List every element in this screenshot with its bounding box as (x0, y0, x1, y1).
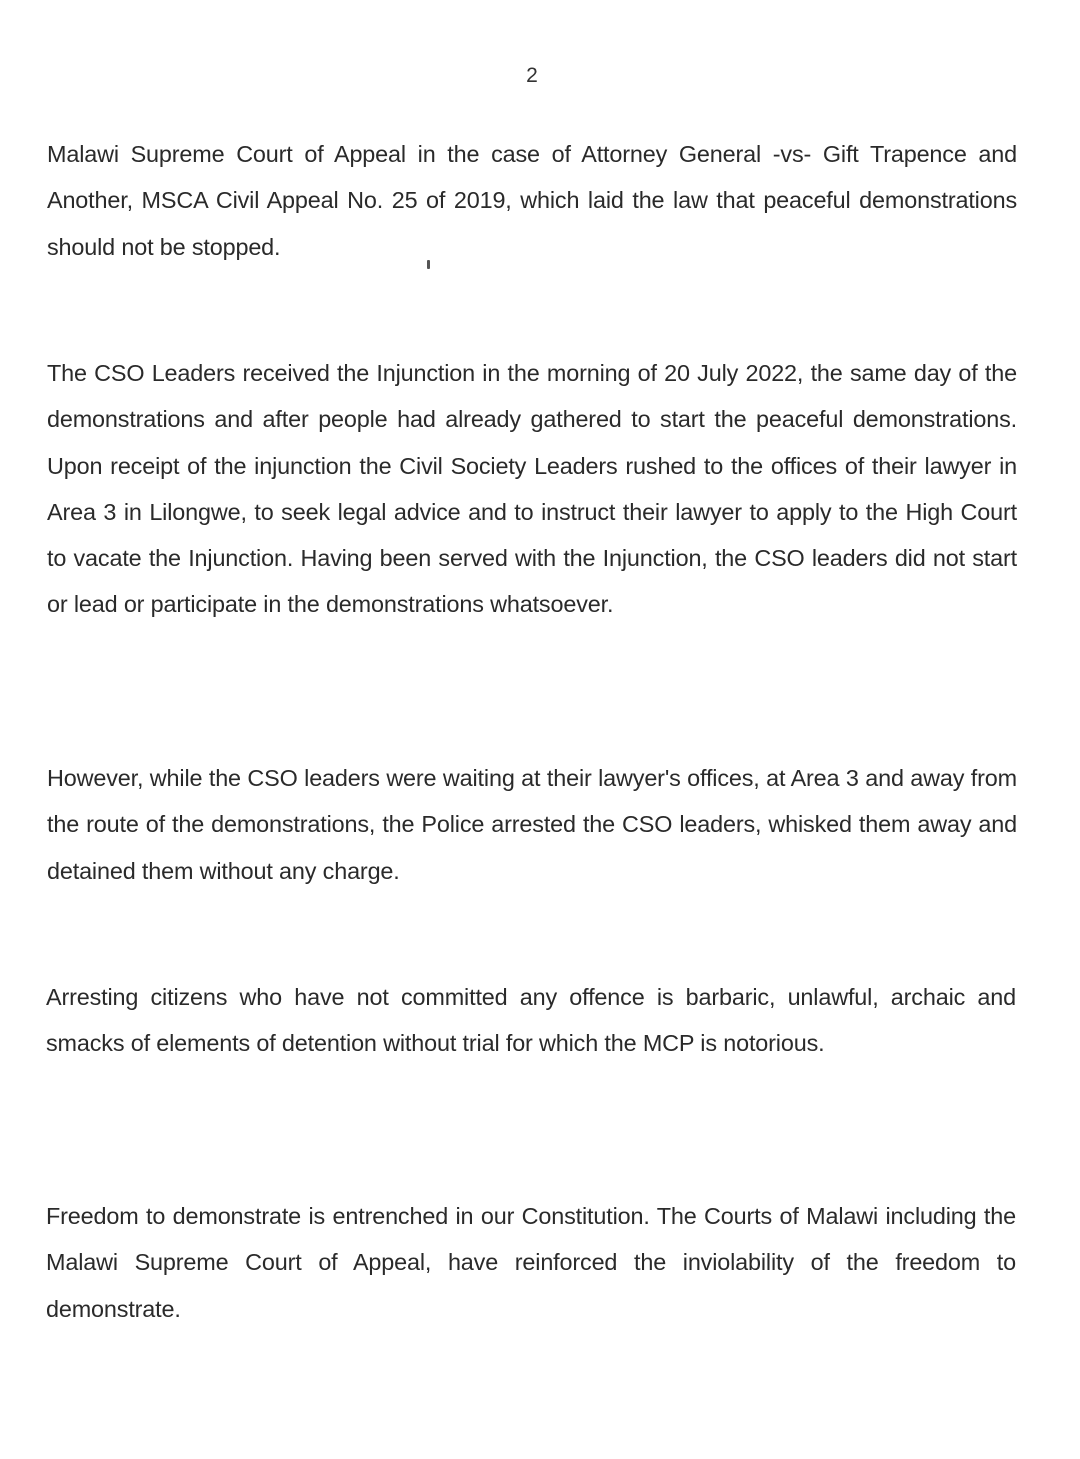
scan-artifact (427, 260, 430, 269)
paragraph-arrest: However, while the CSO leaders were waiting at their lawyer's offices, at Area 3 and away from the route of the demonstrations, the Police arrested the CSO leaders, whisked them away and detained them without any charge. (47, 765, 1017, 884)
paragraph-injunction-received: The CSO Leaders received the Injunction in the morning of 20 July 2022, the same day of the demonstrations and after people had already gathered to start the peaceful demonstrations. Upon receipt of the injunction the Civil Society Leaders rushed to the offices of their lawyer in Area 3 in Lilongwe, to seek legal advice and to instruct their lawyer to apply to the High Court to vacate the Injunction. Having been served with the Injunction, the CSO leaders did not start or lead or participate in the demonstrations whatsoever. (47, 360, 1017, 618)
paragraph-freedom-to-demonstrate: Freedom to demonstrate is entrenched in our Constitution. The Courts of Malawi including the Malawi Supreme Court of Appeal, have reinforced the inviolability of the freedom to demonstrate. (46, 1203, 1016, 1322)
paragraph-unlawful-arrest: Arresting citizens who have not committed any offence is barbaric, unlawful, archaic and smacks of elements of detention without trial for which the MCP is notorious. (46, 984, 1016, 1057)
paragraph-court-precedent: Malawi Supreme Court of Appeal in the case of Attorney General -vs- Gift Trapence and Another, MSCA Civil Appeal No. 25 of 2019, which laid the law that peaceful demonstrations should not be stopped. (47, 141, 1017, 260)
page-number: 2 (526, 64, 538, 87)
